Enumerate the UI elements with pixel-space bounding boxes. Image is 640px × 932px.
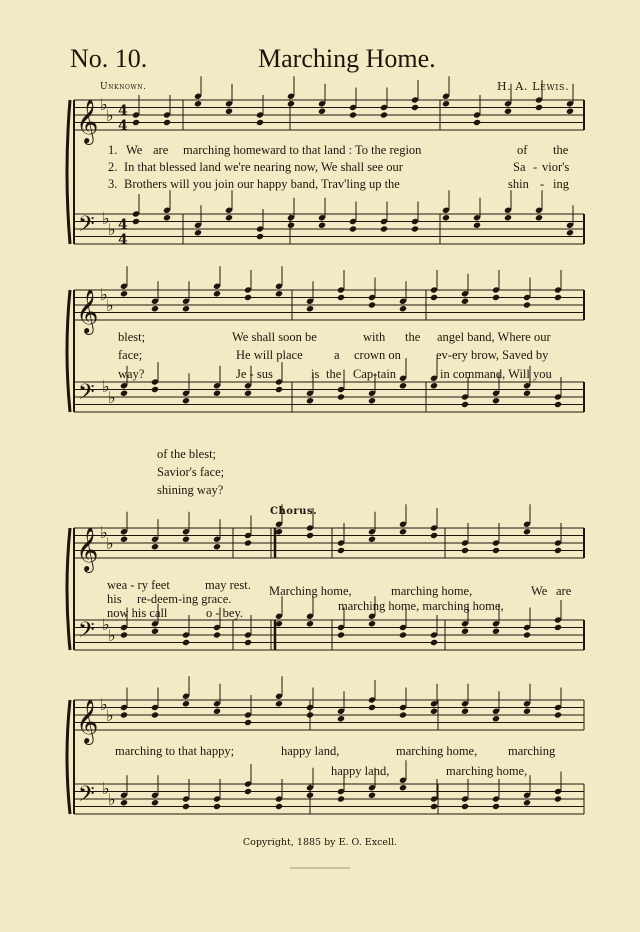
bass-clef-icon: 𝄢	[78, 212, 95, 242]
note-head	[523, 528, 531, 535]
lyric-syllable: We shall soon be	[232, 330, 317, 344]
note-head	[151, 305, 159, 312]
lyric-syllable: wea - ry feet	[107, 578, 170, 592]
note-head	[163, 214, 171, 221]
flat-icon: ♭	[100, 522, 108, 542]
verse-number: 1.	[108, 143, 118, 157]
note-head	[213, 290, 221, 297]
lyric-tail: Savior's face;	[157, 465, 225, 479]
lyric-syllable: marching home,	[396, 744, 478, 758]
note-head	[554, 294, 562, 301]
note-head	[318, 108, 326, 115]
note-head	[213, 803, 221, 810]
note-head	[256, 119, 264, 126]
note-head	[461, 708, 469, 715]
note-head	[554, 795, 562, 802]
lyric-syllable: blest;	[118, 330, 146, 344]
brace-icon	[67, 528, 70, 650]
note-head	[535, 214, 543, 221]
flat-icon: ♭	[108, 790, 116, 809]
copyright-footer: Copyright, 1885 by E. O. Excell.	[242, 837, 398, 848]
lyric-syllable: angel band, Where our	[437, 330, 551, 344]
flat-icon: ♭	[100, 94, 108, 114]
bass-clef-icon: 𝄢	[78, 782, 95, 812]
note-head	[120, 711, 128, 718]
hymn-number: No. 10.	[70, 44, 148, 73]
note-head	[306, 620, 314, 627]
note-head	[182, 397, 190, 404]
music-credit: H. A. Lewis.	[497, 80, 570, 93]
note-head	[151, 799, 159, 806]
note-head	[442, 214, 450, 221]
lyric-syllable: marching home,	[446, 764, 528, 778]
lyric-syllable: We	[531, 584, 548, 598]
note-head	[306, 305, 314, 312]
note-head	[225, 108, 233, 115]
flat-icon: ♭	[102, 208, 110, 228]
lyric-syllable: are	[153, 143, 169, 157]
note-head	[132, 119, 140, 126]
lyric-syllable: marching home, marching home,	[338, 599, 504, 613]
note-head	[120, 536, 128, 543]
note-head	[492, 547, 500, 554]
note-head	[368, 301, 376, 308]
time-signature-top: 4	[118, 217, 128, 233]
lyric-syllable: In that blessed land we're nearing now, We shall see our	[124, 160, 403, 174]
note-head	[182, 700, 190, 707]
note-head	[213, 631, 221, 638]
flat-icon: ♭	[106, 106, 114, 125]
note-head	[368, 792, 376, 799]
note-head	[275, 700, 283, 707]
note-head	[151, 711, 159, 718]
note-head	[337, 294, 345, 301]
note-head	[554, 547, 562, 554]
note-head	[368, 704, 376, 711]
note-head	[182, 639, 190, 646]
flat-icon: ♭	[108, 626, 116, 645]
note-head	[194, 100, 202, 107]
brace-icon	[67, 700, 70, 814]
note-head	[182, 803, 190, 810]
time-signature-bottom: 4	[118, 118, 128, 134]
lyric-syllable: happy land,	[331, 764, 390, 778]
note-head	[132, 218, 140, 225]
lyric-tail: shining way?	[157, 483, 224, 497]
note-head	[194, 229, 202, 236]
bass-clef-icon: 𝄢	[78, 380, 95, 410]
note-head	[535, 104, 543, 111]
verse-number: 3.	[108, 177, 118, 191]
note-head	[275, 290, 283, 297]
lyric-syllable: -	[533, 160, 538, 174]
note-head	[120, 390, 128, 397]
note-head	[120, 631, 128, 638]
flat-icon: ♭	[100, 694, 108, 714]
flat-icon: ♭	[106, 706, 114, 725]
note-head	[368, 620, 376, 627]
note-head	[554, 711, 562, 718]
lyric-syllable: marching home,	[391, 584, 473, 598]
chorus-label: Chorus.	[270, 506, 318, 517]
lyric-tail: of the blest;	[157, 447, 217, 461]
lyric-syllable: the	[405, 330, 421, 344]
note-head	[244, 539, 252, 546]
note-head	[275, 803, 283, 810]
lyric-syllable: way?	[118, 367, 145, 381]
note-head	[380, 111, 388, 118]
lyric-syllable: face;	[118, 348, 143, 362]
lyric-syllable: the	[553, 143, 569, 157]
bass-clef-icon: 𝄢	[78, 618, 95, 648]
note-head	[430, 639, 438, 646]
lyric-syllable: happy land,	[281, 744, 340, 758]
note-head	[306, 711, 314, 718]
lyric-syllable: are	[556, 584, 572, 598]
lyric-syllable: is	[311, 367, 320, 381]
note-head	[337, 715, 345, 722]
note-head	[244, 294, 252, 301]
lyric-syllable: a	[334, 348, 340, 362]
note-head	[399, 382, 407, 389]
note-head	[523, 799, 531, 806]
note-head	[492, 715, 500, 722]
lyric-syllable: vior's	[542, 160, 570, 174]
note-head	[554, 624, 562, 631]
flat-icon: ♭	[108, 388, 116, 407]
note-head	[244, 639, 252, 646]
note-head	[120, 799, 128, 806]
note-head	[163, 119, 171, 126]
note-head	[411, 104, 419, 111]
lyric-syllable: now his call	[107, 606, 168, 620]
note-head	[213, 708, 221, 715]
lyric-syllable: marching	[508, 744, 556, 758]
note-head	[225, 214, 233, 221]
note-head	[461, 803, 469, 810]
note-head	[399, 711, 407, 718]
note-head	[566, 108, 574, 115]
lyric-syllable: o - bey.	[206, 606, 244, 620]
note-head	[411, 225, 419, 232]
flat-icon: ♭	[102, 614, 110, 634]
time-signature-bottom: 4	[118, 232, 128, 248]
lyric-syllable: ev-ery brow, Saved by	[436, 348, 549, 362]
flat-icon: ♭	[108, 220, 116, 239]
note-head	[337, 795, 345, 802]
lyric-syllable: his	[107, 592, 122, 606]
note-head	[151, 543, 159, 550]
treble-clef-icon: 𝄞	[76, 289, 99, 333]
note-head	[523, 708, 531, 715]
flat-icon: ♭	[106, 534, 114, 553]
note-head	[275, 386, 283, 393]
note-head	[337, 393, 345, 400]
lyric-syllable: may rest.	[205, 578, 251, 592]
note-head	[337, 547, 345, 554]
lyric-syllable: -	[540, 177, 545, 191]
note-head	[492, 294, 500, 301]
note-head	[306, 792, 314, 799]
note-head	[151, 628, 159, 635]
note-head	[566, 229, 574, 236]
note-head	[318, 222, 326, 229]
note-head	[523, 390, 531, 397]
flat-icon: ♭	[102, 376, 110, 396]
lyric-syllable: marching homeward to that land : To the region	[183, 143, 422, 157]
note-head	[430, 532, 438, 539]
lyric-syllable: of	[517, 143, 528, 157]
note-head	[337, 631, 345, 638]
lyric-syllable: We	[126, 143, 143, 157]
note-head	[473, 119, 481, 126]
lyric-syllable: with	[363, 330, 386, 344]
note-head	[442, 100, 450, 107]
lyric-syllable: marching to that happy;	[115, 744, 235, 758]
note-head	[399, 631, 407, 638]
note-head	[399, 528, 407, 535]
note-head	[120, 290, 128, 297]
lyric-syllable: ing	[553, 177, 569, 191]
note-head	[349, 225, 357, 232]
lyric-syllable: He will place	[236, 348, 303, 362]
note-head	[306, 397, 314, 404]
lyric-syllable: Brothers will you join our happy band, Trav'ling up the	[124, 177, 400, 191]
note-head	[287, 100, 295, 107]
lyric-syllable: Sa	[513, 160, 526, 174]
note-head	[399, 784, 407, 791]
words-credit: Unknown.	[100, 82, 147, 92]
note-head	[368, 536, 376, 543]
note-head	[461, 298, 469, 305]
lyric-syllable: Marching home,	[269, 584, 352, 598]
lyric-syllable: Cap-tain	[353, 367, 397, 381]
lyric-syllable: in command, Will you	[440, 367, 552, 381]
note-head	[504, 214, 512, 221]
lyric-syllable: crown on	[354, 348, 401, 362]
note-head	[287, 222, 295, 229]
note-head	[380, 225, 388, 232]
lyric-syllable: re-deem-ing grace.	[137, 592, 232, 606]
note-head	[430, 382, 438, 389]
verse-number: 2.	[108, 160, 118, 174]
note-head	[182, 536, 190, 543]
note-head	[182, 305, 190, 312]
note-head	[461, 401, 469, 408]
treble-clef-icon: 𝄞	[76, 99, 99, 143]
note-head	[213, 543, 221, 550]
note-head	[244, 390, 252, 397]
note-head	[430, 708, 438, 715]
note-head	[151, 386, 159, 393]
treble-clef-icon: 𝄞	[76, 527, 99, 571]
flat-icon: ♭	[100, 284, 108, 304]
note-head	[473, 222, 481, 229]
lyric-syllable: the	[326, 367, 342, 381]
note-head	[256, 233, 264, 240]
note-head	[492, 628, 500, 635]
treble-clef-icon: 𝄞	[76, 699, 99, 743]
note-head	[492, 803, 500, 810]
note-head	[523, 301, 531, 308]
note-head	[306, 532, 314, 539]
brace-icon	[67, 100, 70, 244]
note-head	[492, 397, 500, 404]
note-head	[554, 401, 562, 408]
note-head	[430, 803, 438, 810]
time-signature-top: 4	[118, 103, 128, 119]
note-head	[244, 788, 252, 795]
brace-icon	[67, 290, 70, 412]
flat-icon: ♭	[106, 296, 114, 315]
note-head	[368, 397, 376, 404]
note-head	[523, 631, 531, 638]
flat-icon: ♭	[102, 778, 110, 798]
note-head	[349, 111, 357, 118]
note-head	[399, 305, 407, 312]
note-head	[504, 108, 512, 115]
note-head	[213, 390, 221, 397]
note-head	[244, 719, 252, 726]
lyric-syllable: Je - sus	[236, 367, 273, 381]
lyric-syllable: shin	[508, 177, 529, 191]
hymn-title: Marching Home.	[258, 44, 436, 73]
note-head	[461, 547, 469, 554]
note-head	[461, 628, 469, 635]
note-head	[430, 294, 438, 301]
